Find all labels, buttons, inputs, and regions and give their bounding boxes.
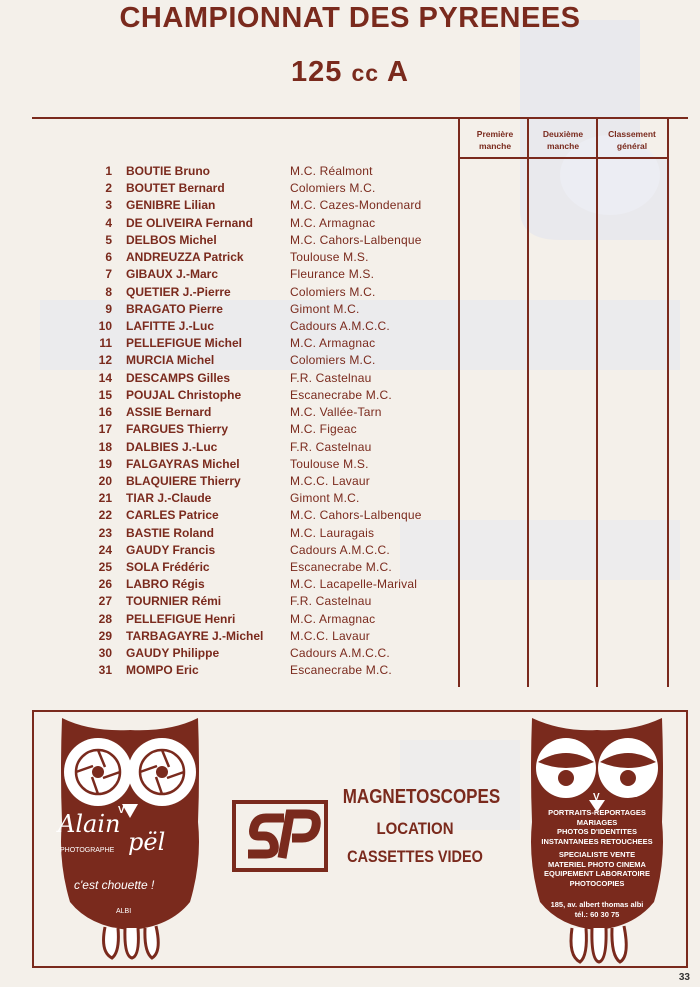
rider-club: Colomiers M.C. xyxy=(290,181,376,196)
rider-row xyxy=(0,180,460,197)
col-second-heat: Deuxième manche xyxy=(542,129,584,151)
rider-name: DESCAMPS Gilles xyxy=(126,370,231,385)
rider-name: TIAR J.-Claude xyxy=(126,491,212,506)
rider-club: Cadours A.M.C.C. xyxy=(290,318,390,333)
rider-name: QUETIER J.-Pierre xyxy=(126,284,231,299)
rider-club: M.C. Armagnac xyxy=(290,336,376,351)
owl-right-phone: tél.: 60 30 75 xyxy=(574,910,620,919)
rider-row xyxy=(0,215,460,232)
rider-row xyxy=(0,284,460,301)
rider-number: 1 xyxy=(105,164,112,178)
rider-row xyxy=(0,662,460,679)
page-number: 33 xyxy=(678,972,690,983)
rider-number: 25 xyxy=(98,560,112,575)
rider-row xyxy=(0,559,460,576)
rider-row xyxy=(0,249,460,266)
rider-row xyxy=(0,576,460,593)
rider-number: 3 xyxy=(105,198,112,213)
rider-row xyxy=(0,473,460,490)
column-divider-4 xyxy=(667,117,669,687)
rider-name: FARGUES Thierry xyxy=(126,422,229,437)
rider-club: Gimont M.C. xyxy=(290,301,360,316)
rider-row xyxy=(0,542,460,559)
rider-name: MOMPO Eric xyxy=(126,663,199,678)
rider-number: 7 xyxy=(105,267,112,282)
rider-number: 17 xyxy=(98,422,112,437)
rider-club: Escanecrabe M.C. xyxy=(290,663,392,678)
rider-row xyxy=(0,318,460,335)
owl-right-address: 185, av. albert thomas albi xyxy=(550,900,644,909)
rider-club: Cadours A.M.C.C. xyxy=(290,646,390,661)
rider-name: PELLEFIGUE Michel xyxy=(126,336,243,351)
rider-row xyxy=(0,490,460,507)
rider-name: BOUTIE Bruno xyxy=(126,164,210,178)
rider-number: 8 xyxy=(105,284,112,299)
rider-club: Colomiers M.C. xyxy=(290,284,376,299)
rider-club: Escanecrabe M.C. xyxy=(290,387,392,402)
riders-list xyxy=(0,163,460,680)
rider-name: MURCIA Michel xyxy=(126,353,215,368)
rider-number: 18 xyxy=(98,439,112,454)
page-subtitle xyxy=(0,56,700,89)
rider-row xyxy=(0,421,460,438)
mag-line3: CASSETTES VIDEO xyxy=(347,847,483,866)
rider-number: 28 xyxy=(98,611,112,626)
rider-number: 21 xyxy=(98,491,112,506)
owl-text-line: SPECIALISTE VENTE xyxy=(558,850,636,859)
rider-club: F.R. Castelnau xyxy=(290,370,372,385)
page-title: CHAMPIONNAT DES PYRENEES xyxy=(119,2,581,34)
rider-name: LABRO Régis xyxy=(126,577,205,592)
sp-logo xyxy=(232,800,328,872)
rider-number: 15 xyxy=(98,387,112,402)
rider-row xyxy=(0,352,460,369)
rider-number: 31 xyxy=(98,663,112,678)
rider-number: 5 xyxy=(105,232,112,247)
rider-name: TOURNIER Rémi xyxy=(126,594,222,609)
rider-club: Gimont M.C. xyxy=(290,491,360,506)
subtitle-number: 125 xyxy=(291,56,343,88)
rider-club: M.C. Lacapelle-Marival xyxy=(290,577,418,592)
mag-line1: MAGNETOSCOPES xyxy=(342,786,501,808)
mag-line2: LOCATION xyxy=(376,819,454,838)
owl-text-line: PHOTOCOPIES xyxy=(569,878,625,888)
owl-text-line: PHOTOS D'IDENTITES xyxy=(557,827,637,836)
rider-club: Cadours A.M.C.C. xyxy=(290,542,390,557)
rider-row xyxy=(0,370,460,387)
rider-name: GENIBRE Lilian xyxy=(126,198,216,213)
rider-club: M.C. Lauragais xyxy=(290,525,375,540)
rider-club: M.C. Réalmont xyxy=(290,164,373,178)
rider-name: GIBAUX J.-Marc xyxy=(126,267,219,282)
rider-number: 23 xyxy=(98,525,112,540)
rider-number: 16 xyxy=(98,405,112,420)
rider-name: PELLEFIGUE Henri xyxy=(126,611,236,626)
rider-row xyxy=(0,197,460,214)
owl-tagline: c'est chouette ! xyxy=(74,878,155,892)
rider-number: 19 xyxy=(98,456,112,471)
rider-name: DELBOS Michel xyxy=(126,232,217,247)
rider-number: 30 xyxy=(98,646,112,661)
rider-club: M.C. Figeac xyxy=(290,422,357,437)
rider-row xyxy=(0,439,460,456)
rider-name: GAUDY Philippe xyxy=(126,646,220,661)
rider-row xyxy=(0,593,460,610)
rider-row xyxy=(0,645,460,662)
owl-text-line: INSTANTANEES RETOUCHEES xyxy=(541,836,653,846)
rider-number: 6 xyxy=(105,250,112,265)
rider-club: M.C.C. Lavaur xyxy=(290,628,370,643)
rider-name: DE OLIVEIRA Fernand xyxy=(126,215,253,230)
rider-number: 11 xyxy=(99,336,112,351)
rider-club: M.C.C. Lavaur xyxy=(290,473,370,488)
rider-name: POUJAL Christophe xyxy=(126,387,242,402)
col-overall-ranking: Classement général xyxy=(608,129,656,151)
subtitle-class: A xyxy=(387,56,409,88)
rider-row xyxy=(0,301,460,318)
rider-number: 20 xyxy=(98,473,112,488)
rider-row xyxy=(0,404,460,421)
rider-number: 27 xyxy=(98,594,112,609)
rider-number: 24 xyxy=(98,542,112,557)
rider-row xyxy=(0,335,460,352)
rider-club: Colomiers M.C. xyxy=(290,353,376,368)
rider-number: 4 xyxy=(105,215,112,230)
rider-number: 2 xyxy=(105,181,112,196)
owl-text-line: PORTRAITS-REPORTAGES xyxy=(548,808,646,817)
rider-row xyxy=(0,456,460,473)
rider-row xyxy=(0,628,460,645)
rider-club: F.R. Castelnau xyxy=(290,594,372,609)
rider-club: Toulouse M.S. xyxy=(290,250,369,265)
rider-row xyxy=(0,525,460,542)
column-header-rule xyxy=(459,157,669,159)
rider-row xyxy=(0,163,460,180)
rider-name: ANDREUZZA Patrick xyxy=(126,250,244,265)
rider-number: 29 xyxy=(98,628,112,643)
rider-row xyxy=(0,387,460,404)
rider-name: BRAGATO Pierre xyxy=(126,301,223,316)
rider-club: Toulouse M.S. xyxy=(290,456,369,471)
rider-number: 10 xyxy=(98,318,112,333)
rider-number: 14 xyxy=(98,370,112,385)
rider-number: 26 xyxy=(98,577,112,592)
rider-club: M.C. Armagnac xyxy=(290,215,376,230)
rider-club: Escanecrabe M.C. xyxy=(290,560,392,575)
rider-row xyxy=(0,611,460,628)
rider-club: M.C. Armagnac xyxy=(290,611,376,626)
rider-name: GAUDY Francis xyxy=(126,542,216,557)
owl-right-letter: V xyxy=(593,792,600,803)
rider-number: 12 xyxy=(98,353,112,368)
owl-text-line: MARIAGES xyxy=(576,817,618,827)
rider-name: TARBAGAYRE J.-Michel xyxy=(126,628,264,643)
photographe-label: PHOTOGRAPHE xyxy=(60,847,115,854)
rider-number: 22 xyxy=(98,508,112,523)
owl-text-line: EQUIPEMENT LABORATOIRE xyxy=(544,869,650,878)
rider-name: BOUTET Bernard xyxy=(126,181,225,196)
rider-row xyxy=(0,266,460,283)
rider-club: M.C. Cazes-Mondenard xyxy=(290,198,422,213)
rider-club: M.C. Cahors-Lalbenque xyxy=(290,508,422,523)
rider-row xyxy=(0,507,460,524)
rider-name: BASTIE Roland xyxy=(126,525,215,540)
rider-name: FALGAYRAS Michel xyxy=(126,456,240,471)
owl-text-line: MATERIEL PHOTO CINEMA xyxy=(548,859,646,869)
rider-name: ASSIE Bernard xyxy=(126,405,212,420)
table-top-rule xyxy=(32,117,688,119)
pel-script: pël xyxy=(128,828,166,856)
owl-right-services xyxy=(528,808,666,846)
rider-name: SOLA Frédéric xyxy=(126,560,210,575)
owl-city: ALBI xyxy=(116,908,132,915)
owl-right-retail xyxy=(528,850,666,888)
rider-number: 9 xyxy=(105,301,112,316)
column-divider-2 xyxy=(527,117,529,687)
alain-script: Alain xyxy=(58,810,121,838)
col-first-heat: Première manche xyxy=(476,129,514,151)
rider-name: CARLES Patrice xyxy=(126,508,219,523)
rider-row xyxy=(0,232,460,249)
owl-left-letter: V xyxy=(118,805,125,816)
column-divider-3 xyxy=(596,117,598,687)
rider-club: F.R. Castelnau xyxy=(290,439,372,454)
rider-name: DALBIES J.-Luc xyxy=(126,439,218,454)
magnetoscopes-ad xyxy=(330,786,500,867)
rider-club: M.C. Vallée-Tarn xyxy=(290,405,382,420)
subtitle-cc: cc xyxy=(351,60,380,86)
rider-name: BLAQUIERE Thierry xyxy=(126,473,241,488)
rider-club: Fleurance M.S. xyxy=(290,267,375,282)
rider-club: M.C. Cahors-Lalbenque xyxy=(290,232,422,247)
rider-name: LAFITTE J.-Luc xyxy=(126,318,214,333)
